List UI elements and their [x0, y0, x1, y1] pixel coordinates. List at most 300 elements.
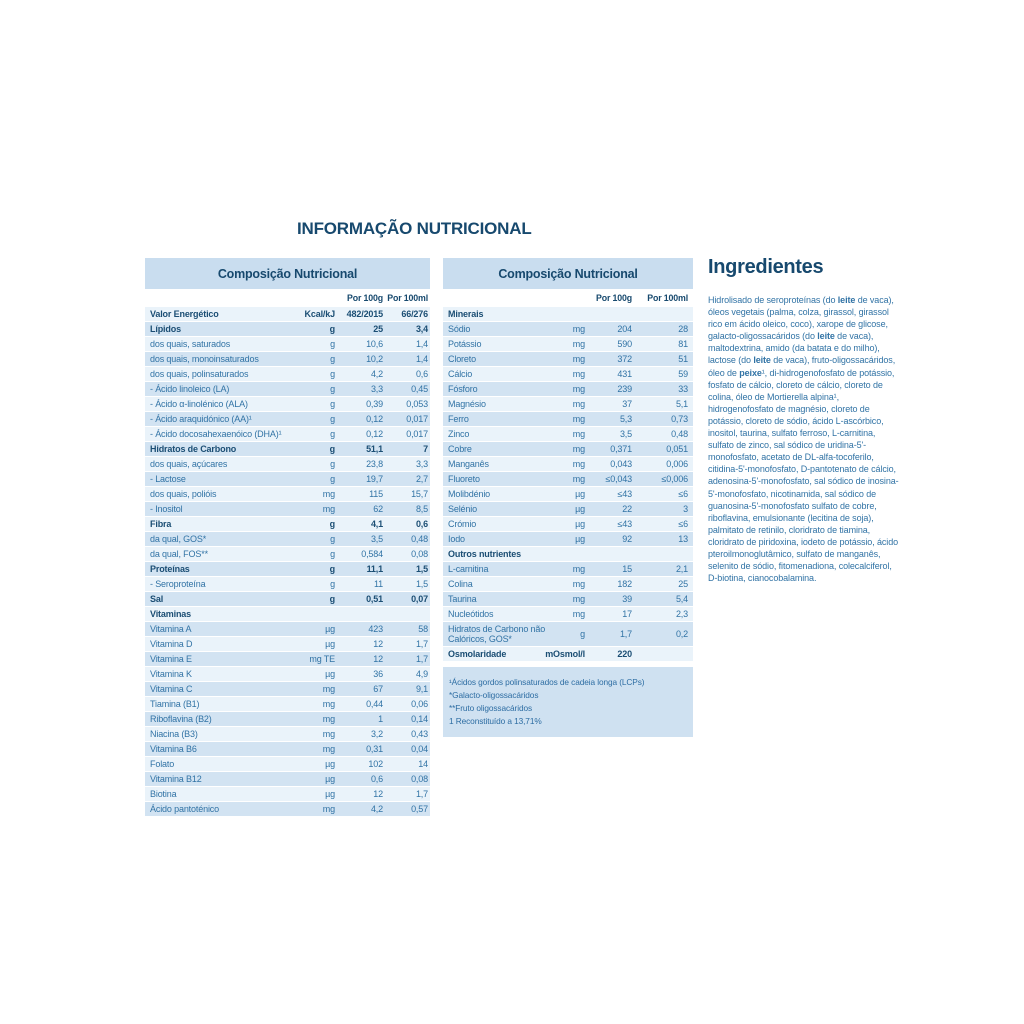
nutrient-row [145, 532, 430, 547]
nutrient-row [145, 487, 430, 502]
value-per-100ml: 0,45 [411, 384, 428, 394]
value-per-100g: 372 [617, 354, 632, 364]
value-per-100g: ≤43 [617, 489, 632, 499]
value-per-100g: 4,2 [370, 804, 383, 814]
nutrition-table-right [443, 258, 693, 737]
ingredients-section [708, 256, 900, 584]
nutrient-name: Sódio [448, 324, 471, 334]
table-title: Composição Nutricional [443, 258, 693, 289]
value-per-100g: 3,2 [370, 729, 383, 739]
nutrient-unit: mg [322, 684, 335, 694]
nutrient-unit: g [329, 519, 335, 529]
value-per-100ml: 59 [678, 369, 688, 379]
nutrient-unit: g [330, 339, 335, 349]
nutrient-row [145, 742, 430, 757]
nutrient-row [145, 787, 430, 802]
value-per-100g: 0,043 [610, 459, 632, 469]
footnote-line: 1 Reconstituído a 13,71% [449, 716, 542, 726]
value-per-100g: 11,1 [366, 564, 383, 574]
nutrient-unit: g [330, 429, 335, 439]
value-per-100g: ≤0,043 [605, 474, 632, 484]
nutrient-row [443, 322, 693, 337]
nutrient-name: Proteínas [150, 564, 190, 574]
nutrient-unit: g [330, 354, 335, 364]
nutrient-row [443, 532, 693, 547]
nutrient-name: Hidratos de Carbono não Calóricos, GOS* [448, 624, 546, 644]
nutrient-unit: mg [322, 804, 335, 814]
value-per-100g: 15 [622, 564, 632, 574]
value-per-100ml: 0,006 [666, 459, 688, 469]
column-header-row [145, 289, 430, 307]
value-per-100g: 10,6 [366, 339, 383, 349]
value-per-100ml: 2,1 [675, 564, 688, 574]
value-per-100g: 12 [373, 654, 383, 664]
nutrient-unit: mg [572, 339, 585, 349]
value-per-100ml: 0,017 [406, 429, 428, 439]
value-per-100ml: 81 [678, 339, 688, 349]
nutrient-row [145, 397, 430, 412]
nutrient-row [443, 562, 693, 577]
value-per-100ml: 0,73 [671, 414, 688, 424]
nutrient-unit: mg [572, 594, 585, 604]
nutrient-row [443, 517, 693, 532]
nutrient-name: - Ácido α-linolénico (ALA) [150, 399, 248, 409]
value-per-100g: 10,2 [366, 354, 383, 364]
value-per-100ml: 7 [423, 444, 428, 454]
nutrient-unit: g [330, 414, 335, 424]
nutrient-unit: mg [572, 324, 585, 334]
nutrient-name: Potássio [448, 339, 482, 349]
value-per-100ml: 1,4 [415, 339, 428, 349]
value-per-100ml: 2,3 [675, 609, 688, 619]
nutrient-name: Cobre [448, 444, 472, 454]
nutrient-row [145, 367, 430, 382]
nutrient-unit: µg [325, 759, 335, 769]
value-per-100g: 3,5 [370, 534, 383, 544]
nutrient-unit: µg [325, 669, 335, 679]
value-per-100g: 0,371 [610, 444, 632, 454]
nutrient-name: Iodo [448, 534, 465, 544]
nutrient-name: - Lactose [150, 474, 186, 484]
nutrient-name: Vitamina C [150, 684, 193, 694]
nutrient-unit: µg [575, 504, 585, 514]
nutrient-name: Ferro [448, 414, 469, 424]
nutrient-name: Nucleótidos [448, 609, 494, 619]
nutrient-row [443, 307, 693, 322]
nutrient-row [443, 442, 693, 457]
nutrient-name: Manganês [448, 459, 489, 469]
nutrient-name: Zinco [448, 429, 470, 439]
nutrient-unit: mg [572, 564, 585, 574]
table-rows [145, 307, 430, 817]
allergen-highlight: leite [817, 331, 835, 342]
nutrient-row [145, 667, 430, 682]
value-per-100g: 1,7 [619, 629, 632, 639]
nutrient-name: - Ácido araquidónico (AA)¹ [150, 414, 252, 424]
nutrient-unit: g [330, 549, 335, 559]
nutrient-name: Minerais [448, 309, 484, 319]
nutrient-row [443, 577, 693, 592]
value-per-100g: 37 [622, 399, 632, 409]
ingredients-text: Hidrolisado de seroproteínas (do leite de vaca), óleos vegetais (palma, colza, girassol, girassol rico em ácido oleico, coco), xarope de glicose, galacto-oligossacáridos (do leite de vaca), maltodextrina, amido (da batata e do milho), lactose (do leite de vaca), fruto-oligossacáridos, óleo de peixe¹, di-hidrogenofosfato de potássio, fosfato de cálcio, cloreto de cálcio, cloreto de colina, óleo de Mortierella alpina¹, hidrogenofosfato de magnésio, cloreto de potássio, cloreto de sódio, ácido L-ascórbico, inositol, taurina, sulfato ferroso, L-carnitina, sulfato de zinco, sal sódico de uridina-5'-monofosfato, acetato de DL-alfa-tocoferilo, citidina-5'-monofosfato, D-pantotenato de cálcio, adenosina-5'-monofosfato, sal sódico de inosina-5'-monofosfato, nicotinamida, sal sódico de guanosina-5'-monofosfato sulfato de cobre, riboflavina, emulsionante (lecitina de soja), palmitato de retinilo, cloridrato de tiamina, cloridrato de piridoxina, iodeto de potássio, ácido pteroilmonoglutâmico, sulfato de manganês, selenito de sódio, fitomenadiona, colecalciferol, D-biotina, cianocobalamina. [708, 295, 899, 584]
nutrient-name: Ácido pantoténico [150, 804, 220, 814]
nutrient-unit: µg [325, 789, 335, 799]
value-per-100ml: 58 [418, 624, 428, 634]
allergen-highlight: peixe [739, 367, 762, 378]
nutrient-row [145, 652, 430, 667]
value-per-100ml: ≤6 [678, 489, 688, 499]
value-per-100g: 423 [368, 624, 383, 634]
nutrient-unit: µg [575, 519, 585, 529]
value-per-100g: 590 [617, 339, 632, 349]
nutrient-row [145, 382, 430, 397]
value-per-100g: 239 [617, 384, 632, 394]
nutrient-row [145, 697, 430, 712]
col-header-per100g: Por 100g [347, 293, 383, 303]
nutrient-row [443, 502, 693, 517]
nutrient-name: - Ácido docosahexaenóico (DHA)¹ [150, 429, 282, 439]
nutrient-name: dos quais, polinsaturados [150, 369, 249, 379]
value-per-100ml: 1,5 [415, 564, 428, 574]
nutrient-row [145, 772, 430, 787]
value-per-100g: 67 [373, 684, 383, 694]
nutrient-name: - Inositol [150, 504, 183, 514]
value-per-100ml: 33 [678, 384, 688, 394]
value-per-100g: 0,39 [366, 399, 383, 409]
nutrient-row [443, 397, 693, 412]
allergen-highlight: leite [753, 355, 771, 366]
nutrient-row [145, 592, 430, 607]
value-per-100ml: 0,06 [411, 699, 428, 709]
nutrient-unit: g [330, 369, 335, 379]
value-per-100ml: 13 [678, 534, 688, 544]
nutrient-name: Vitamina B12 [150, 774, 202, 784]
value-per-100g: 0,6 [370, 774, 383, 784]
nutrient-unit: mg [572, 414, 585, 424]
col-header-per100ml: Por 100ml [387, 293, 428, 303]
nutrient-row [443, 547, 693, 562]
value-per-100ml: 28 [678, 324, 688, 334]
nutrient-unit: mg [572, 399, 585, 409]
value-per-100g: ≤43 [617, 519, 632, 529]
value-per-100g: 3,5 [619, 429, 632, 439]
nutrient-name: Colina [448, 579, 473, 589]
nutrient-row [145, 802, 430, 817]
nutrient-name: Taurina [448, 594, 477, 604]
nutrient-unit: g [329, 444, 335, 454]
nutrient-name: Sal [150, 594, 164, 604]
nutrient-row [443, 382, 693, 397]
nutrient-name: - Seroproteína [150, 579, 206, 589]
allergen-highlight: leite [837, 295, 856, 305]
column-header-row [443, 289, 693, 307]
nutrient-row [443, 337, 693, 352]
nutrient-unit: g [330, 399, 335, 409]
value-per-100ml: 4,9 [415, 669, 428, 679]
nutrient-unit: mg [572, 369, 585, 379]
value-per-100ml: 9,1 [415, 684, 428, 694]
value-per-100g: 3,3 [370, 384, 383, 394]
nutrient-unit: µg [575, 489, 585, 499]
nutrient-unit: g [329, 594, 335, 604]
value-per-100ml: 0,017 [406, 414, 428, 424]
value-per-100g: 36 [373, 669, 383, 679]
value-per-100g: 4,1 [370, 519, 383, 529]
nutrient-row [443, 352, 693, 367]
value-per-100g: 0,12 [366, 429, 383, 439]
nutrient-unit: mg [322, 504, 335, 514]
value-per-100g: 23,8 [366, 459, 383, 469]
nutrient-name: - Ácido linoleico (LA) [150, 384, 230, 394]
nutrient-row [443, 472, 693, 487]
nutrient-unit: mg TE [309, 654, 335, 664]
nutrient-name: Fósforo [448, 384, 478, 394]
nutrient-name: dos quais, saturados [150, 339, 231, 349]
nutrient-row [145, 712, 430, 727]
nutrient-unit: Kcal/kJ [304, 309, 335, 319]
value-per-100g: 115 [369, 489, 383, 499]
nutrient-unit: mg [572, 579, 585, 589]
value-per-100g: 0,12 [366, 414, 383, 424]
nutrient-row [145, 562, 430, 577]
nutrient-name: da qual, FOS** [150, 549, 208, 559]
nutrient-name: dos quais, polióis [150, 489, 217, 499]
nutrient-name: Biotina [150, 789, 177, 799]
nutrient-unit: mg [572, 609, 585, 619]
nutrient-row [443, 412, 693, 427]
nutrient-unit: µg [325, 639, 335, 649]
nutrient-row [443, 367, 693, 382]
value-per-100ml: 0,6 [415, 369, 428, 379]
nutrient-name: Valor Energético [150, 309, 219, 319]
nutrient-row [145, 517, 430, 532]
nutrient-row [145, 412, 430, 427]
nutrient-unit: mg [572, 459, 585, 469]
nutrient-row [145, 322, 430, 337]
value-per-100g: 431 [617, 369, 632, 379]
nutrient-name: dos quais, açúcares [150, 459, 228, 469]
nutrient-unit: g [580, 629, 585, 639]
nutrient-unit: mg [572, 354, 585, 364]
nutrient-name: dos quais, monoinsaturados [150, 354, 259, 364]
nutrient-row [145, 757, 430, 772]
table-title: Composição Nutricional [145, 258, 430, 289]
page-title: INFORMAÇÃO NUTRICIONAL [297, 219, 532, 238]
ingredients-heading: Ingredientes [708, 256, 824, 278]
nutrient-unit: mg [322, 714, 335, 724]
nutrient-unit: µg [325, 624, 335, 634]
nutrient-row [443, 457, 693, 472]
nutrient-row [145, 502, 430, 517]
value-per-100ml: 1,7 [415, 789, 428, 799]
value-per-100ml: ≤0,006 [661, 474, 688, 484]
value-per-100ml: 0,48 [411, 534, 428, 544]
footnote-line: **Fruto oligossacáridos [449, 703, 533, 713]
nutrient-row [145, 547, 430, 562]
nutrient-row [145, 607, 430, 622]
nutrient-name: Cálcio [448, 369, 473, 379]
value-per-100g: 17 [622, 609, 632, 619]
nutrient-name: Fluoreto [448, 474, 480, 484]
nutrient-name: Vitamina E [150, 654, 192, 664]
value-per-100ml: 0,57 [411, 804, 428, 814]
value-per-100ml: 3,4 [415, 324, 428, 334]
value-per-100g: 25 [373, 324, 383, 334]
value-per-100ml: 0,48 [671, 429, 688, 439]
nutrient-unit: mg [322, 489, 335, 499]
footnote-line: *Galacto-oligossacáridos [449, 690, 539, 700]
nutrient-unit: mOsmol/l [545, 649, 585, 659]
nutrient-name: L-carnitina [448, 564, 489, 574]
value-per-100ml: 66/276 [401, 309, 428, 319]
value-per-100ml: 1,4 [415, 354, 428, 364]
nutrient-row [145, 622, 430, 637]
nutrient-name: Outros nutrientes [448, 549, 521, 559]
value-per-100g: 11 [373, 579, 383, 589]
value-per-100g: 39 [622, 594, 632, 604]
value-per-100ml: 0,14 [411, 714, 428, 724]
nutrient-unit: mg [572, 429, 585, 439]
nutrient-row [145, 307, 430, 322]
value-per-100ml: 0,04 [411, 744, 428, 754]
col-header-per100ml: Por 100ml [647, 293, 688, 303]
nutrient-row [443, 622, 693, 647]
nutrient-unit: mg [572, 384, 585, 394]
nutrient-row [443, 592, 693, 607]
nutrient-unit: g [330, 459, 335, 469]
nutrient-unit: g [329, 324, 335, 334]
nutrient-row [145, 457, 430, 472]
nutrient-row [443, 427, 693, 442]
nutrient-unit: mg [322, 699, 335, 709]
nutrient-unit: mg [572, 444, 585, 454]
nutrient-name: Cloreto [448, 354, 476, 364]
value-per-100g: 182 [617, 579, 632, 589]
nutrient-row [145, 637, 430, 652]
nutrient-row [145, 352, 430, 367]
value-per-100ml: 0,2 [675, 629, 688, 639]
value-per-100g: 51,1 [366, 444, 383, 454]
nutrient-name: Riboflavina (B2) [150, 714, 212, 724]
nutrient-name: Selénio [448, 504, 477, 514]
value-per-100ml: 25 [678, 579, 688, 589]
value-per-100ml: 5,4 [675, 594, 688, 604]
nutrient-unit: g [330, 579, 335, 589]
nutrient-unit: mg [322, 729, 335, 739]
value-per-100g: 19,7 [366, 474, 383, 484]
value-per-100ml: 0,051 [666, 444, 688, 454]
col-header-per100g: Por 100g [596, 293, 632, 303]
value-per-100ml: 0,08 [411, 549, 428, 559]
value-per-100ml: 1,5 [415, 579, 428, 589]
footnotes-block [443, 667, 693, 737]
nutrient-unit: µg [325, 774, 335, 784]
value-per-100g: 482/2015 [346, 309, 383, 319]
nutrient-name: Vitamina K [150, 669, 192, 679]
nutrient-name: Niacina (B3) [150, 729, 198, 739]
nutrient-unit: g [330, 384, 335, 394]
value-per-100g: 12 [373, 639, 383, 649]
nutrient-name: Fibra [150, 519, 172, 529]
value-per-100g: 0,51 [366, 594, 383, 604]
footnote-line: ¹Ácidos gordos polinsaturados de cadeia longa (LCPs) [449, 677, 645, 687]
value-per-100ml: 0,07 [411, 594, 428, 604]
value-per-100ml: ≤6 [678, 519, 688, 529]
value-per-100ml: 2,7 [415, 474, 428, 484]
value-per-100ml: 15,7 [411, 489, 428, 499]
value-per-100g: 102 [368, 759, 383, 769]
value-per-100ml: 3 [683, 504, 688, 514]
nutrient-unit: g [330, 534, 335, 544]
value-per-100ml: 51 [678, 354, 688, 364]
nutrient-name: Vitamina A [150, 624, 192, 634]
value-per-100ml: 0,43 [411, 729, 428, 739]
value-per-100g: 204 [617, 324, 632, 334]
value-per-100ml: 1,7 [415, 654, 428, 664]
nutrient-row [145, 427, 430, 442]
nutrient-unit: mg [572, 474, 585, 484]
nutrient-name: Crómio [448, 519, 477, 529]
nutrient-row [145, 577, 430, 592]
value-per-100g: 12 [373, 789, 383, 799]
value-per-100g: 92 [622, 534, 632, 544]
nutrient-unit: g [329, 564, 335, 574]
nutrient-name: Folato [150, 759, 175, 769]
value-per-100g: 0,584 [361, 549, 383, 559]
nutrient-name: Lípidos [150, 324, 181, 334]
value-per-100g: 220 [617, 649, 632, 659]
nutrient-name: Molibdénio [448, 489, 491, 499]
nutrient-row [145, 442, 430, 457]
nutrient-row [145, 472, 430, 487]
nutrient-unit: g [330, 474, 335, 484]
value-per-100ml: 0,08 [411, 774, 428, 784]
value-per-100ml: 1,7 [415, 639, 428, 649]
value-per-100ml: 8,5 [415, 504, 428, 514]
nutrient-name: Hidratos de Carbono [150, 444, 237, 454]
nutrient-row [145, 337, 430, 352]
nutrient-row [443, 607, 693, 622]
nutrition-table-left [145, 258, 430, 817]
nutrient-row [145, 682, 430, 697]
value-per-100g: 4,2 [370, 369, 383, 379]
nutrient-name: Vitamina D [150, 639, 193, 649]
nutrient-name: Osmolaridade [448, 649, 507, 659]
nutrient-name: Vitaminas [150, 609, 192, 619]
nutrient-row [443, 647, 693, 662]
nutrient-name: Tiamina (B1) [150, 699, 200, 709]
nutrient-unit: µg [575, 534, 585, 544]
value-per-100ml: 0,6 [415, 519, 428, 529]
value-per-100g: 0,31 [366, 744, 383, 754]
nutrient-name: Vitamina B6 [150, 744, 197, 754]
nutrient-row [443, 487, 693, 502]
nutrient-row [145, 727, 430, 742]
nutrient-unit: mg [322, 744, 335, 754]
nutrient-name: Magnésio [448, 399, 486, 409]
value-per-100g: 1 [378, 714, 383, 724]
table-rows [443, 307, 693, 662]
value-per-100g: 0,44 [366, 699, 383, 709]
value-per-100ml: 5,1 [675, 399, 688, 409]
value-per-100ml: 14 [418, 759, 428, 769]
value-per-100g: 62 [373, 504, 383, 514]
nutrient-name: da qual, GOS* [150, 534, 207, 544]
value-per-100ml: 0,053 [406, 399, 428, 409]
value-per-100g: 5,3 [619, 414, 632, 424]
value-per-100g: 22 [622, 504, 632, 514]
value-per-100ml: 3,3 [415, 459, 428, 469]
